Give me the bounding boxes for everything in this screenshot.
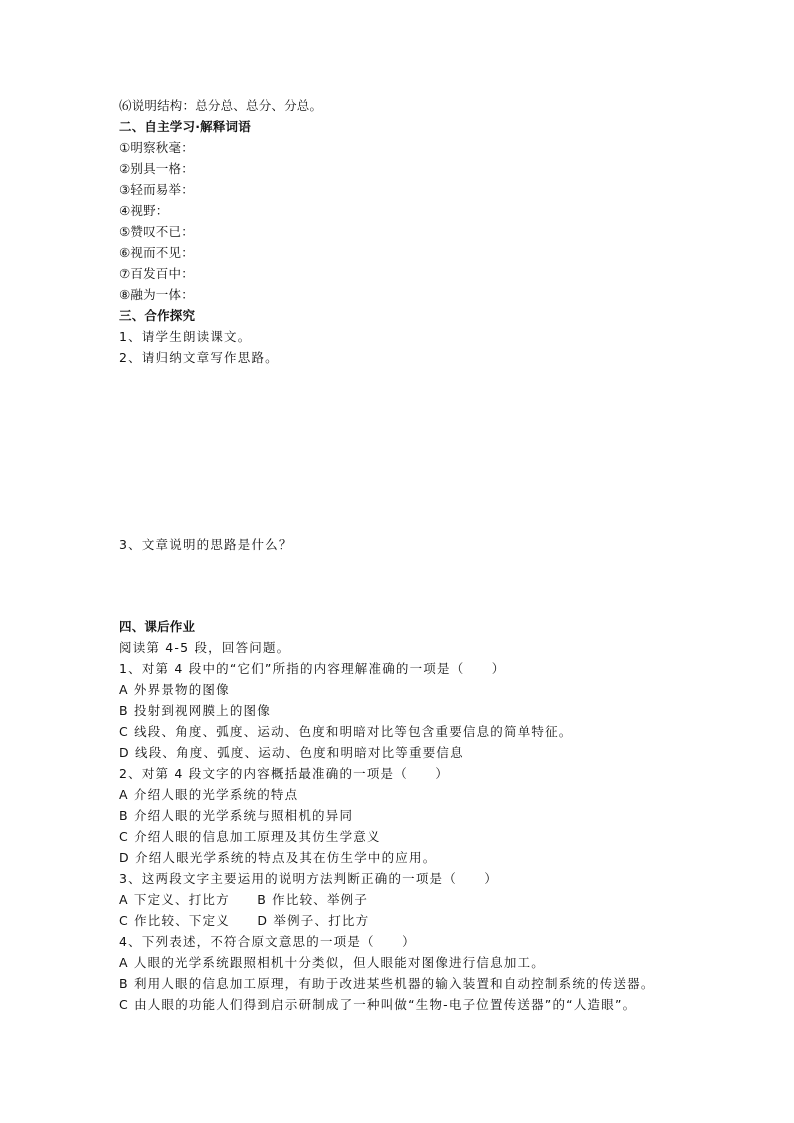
question-stem: 1、对第 4 段中的“它们”所指的内容理解准确的一项是（ ） [119, 661, 506, 676]
term-item: ⑤赞叹不已： [119, 224, 194, 239]
question-option: C 介绍人眼的信息加工原理及其仿生学意义 [119, 829, 381, 844]
question-option: C 线段、角度、弧度、运动、色度和明暗对比等包含重要信息的简单特征。 [119, 724, 573, 739]
question-option: B 介绍人眼的光学系统与照相机的异同 [119, 808, 354, 823]
question-stem: 4、下列表述，不符合原文意思的一项是（ ） [119, 934, 416, 949]
homework-intro: 阅读第 4-5 段，回答问题。 [119, 640, 291, 655]
term-item: ⑦百发百中： [119, 266, 194, 281]
term-item: ③轻而易举： [119, 182, 194, 197]
term-item: ④视野： [119, 203, 169, 218]
question-option: B 利用人眼的信息加工原理，有助于改进某些机器的输入装置和自动控制系统的传送器。 [119, 976, 655, 991]
task-item: 3、文章说明的思路是什么？ [119, 537, 293, 552]
structure-item: ⑹说明结构：总分总、总分、分总。 [119, 98, 323, 113]
question-stem: 3、这两段文字主要运用的说明方法判断正确的一项是（ ） [119, 871, 499, 886]
term-item: ⑥视而不见： [119, 245, 194, 260]
question-option: C 作比较、下定义 D 举例子、打比方 [119, 913, 370, 928]
section-heading-self-study: 二、自主学习·解释词语 [119, 119, 251, 134]
term-item: ①明察秋毫： [119, 140, 194, 155]
question-option: A 外界景物的图像 [119, 682, 230, 697]
question-option: A 下定义、打比方 B 作比较、举例子 [119, 892, 369, 907]
document-page [119, 0, 779, 1123]
term-item: ⑧融为一体： [119, 287, 194, 302]
question-option: D 线段、角度、弧度、运动、色度和明暗对比等重要信息 [119, 745, 464, 760]
task-item: 2、请归纳文章写作思路。 [119, 350, 279, 365]
section-heading-cooperation: 三、合作探究 [119, 308, 196, 323]
section-heading-homework: 四、课后作业 [119, 619, 196, 634]
term-item: ②别具一格： [119, 161, 194, 176]
question-option: D 介绍人眼光学系统的特点及其在仿生学中的应用。 [119, 850, 437, 865]
question-stem: 2、对第 4 段文字的内容概括最准确的一项是（ ） [119, 766, 450, 781]
question-option: A 介绍人眼的光学系统的特点 [119, 787, 299, 802]
question-option: C 由人眼的功能人们得到启示研制成了一种叫做“生物-电子位置传送器”的“人造眼”。 [119, 997, 637, 1012]
question-option: A 人眼的光学系统跟照相机十分类似，但人眼能对图像进行信息加工。 [119, 955, 545, 970]
task-item: 1、请学生朗读课文。 [119, 329, 252, 344]
question-option: B 投射到视网膜上的图像 [119, 703, 271, 718]
